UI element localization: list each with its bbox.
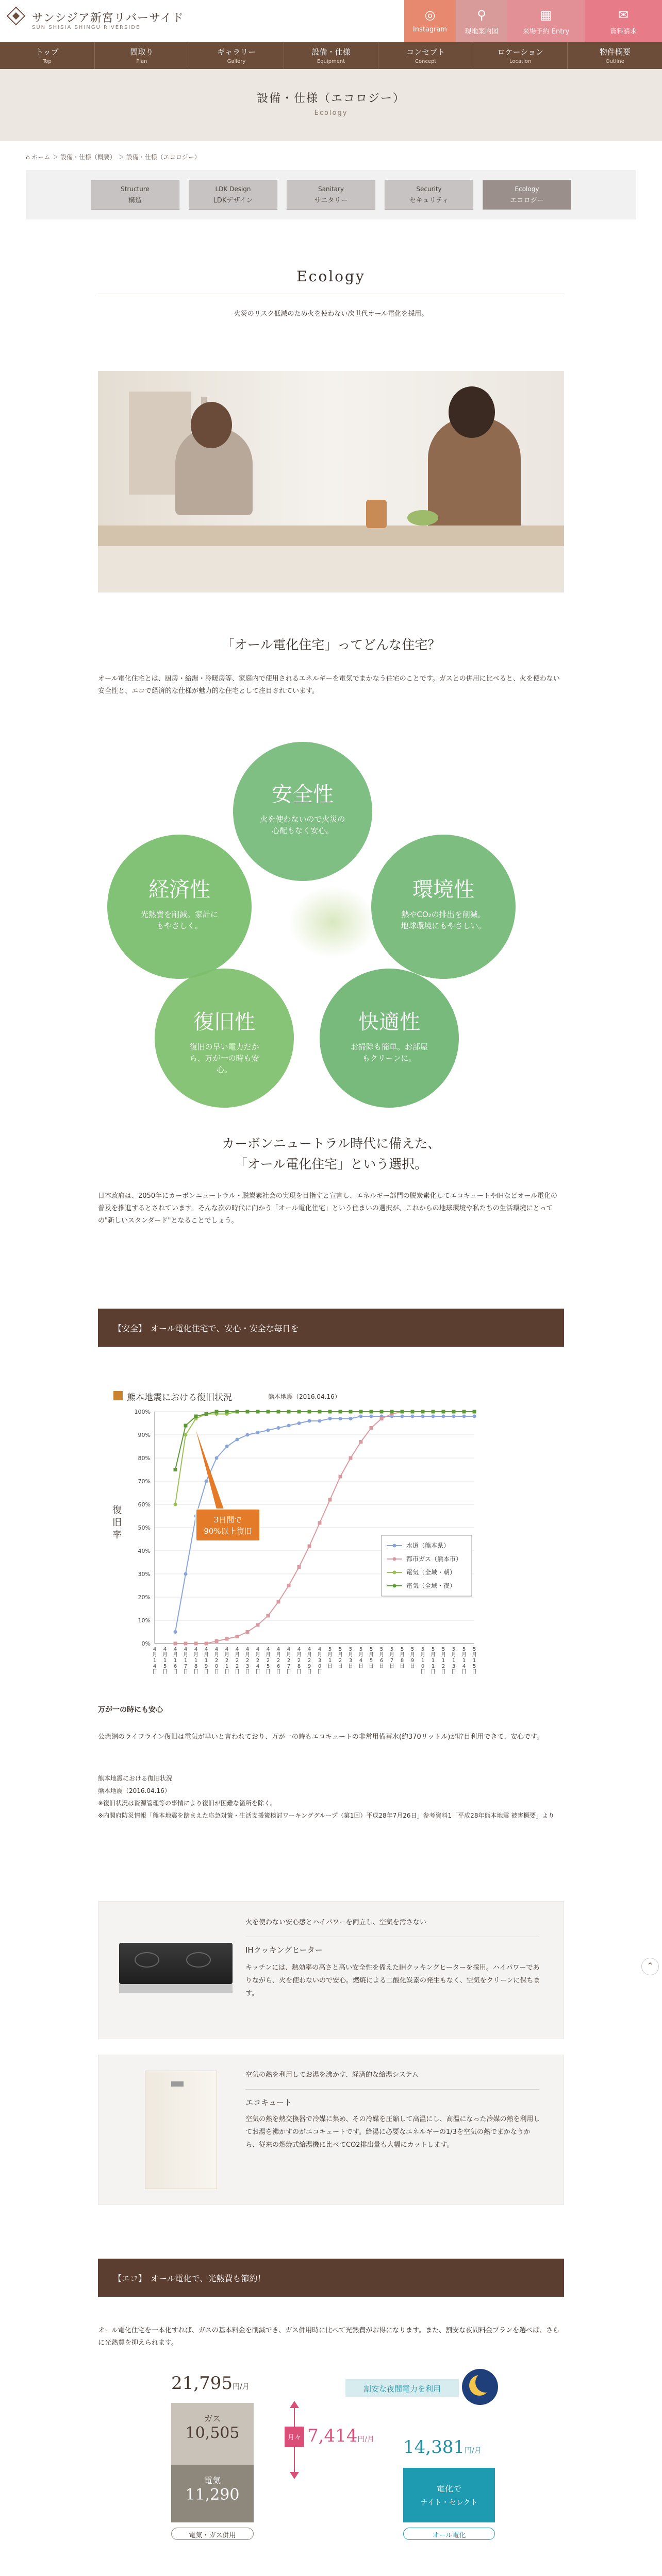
note-line: ※内閣府防災情報「熊本地震を踏まえた応急対策・生活支援策検討ワーキンググループ（第1回）平成28年7月26日」参考資料1「平成28年熊本地震 被害概要」より [98,1812,555,1819]
cost-comparison [98,2365,564,2576]
tab-en: Ecology [515,185,539,193]
y-tick-label: 70% [138,1478,151,1485]
data-point [370,1426,373,1430]
nav-label: トップ [36,47,59,57]
data-point [318,1521,322,1525]
benefit-safety [233,742,372,881]
nav-sublabel: Outline [605,59,624,64]
feature-divider [245,2089,539,2090]
x-tick-label: 4 月 2 6 日 [276,1647,281,1675]
carbon-text: 日本政府は、2050年にカーボンニュートラル・脱炭素社会の実現を目指すと宣言し、エネルギー部門の脱炭素化してエコキュートやIHなどオール電化の普及を推進するとされています。そんな次の時代に向かう「オール電化住宅」という住まいの選択が、これからの地球環境や私たちの生活環境にとっての"新しいスタンダード"となることでしょう。 [98,1192,558,1225]
data-point [339,1417,342,1420]
breadcrumb[interactable]: ⌂ ホーム ＞ 設備・仕様（概要） ＞ 設備・仕様（エコロジー） [26,154,201,161]
data-point [297,1565,301,1569]
logo-icon[interactable] [7,7,26,26]
moon-icon [462,2369,498,2405]
data-point [215,1456,219,1460]
x-tick-label: 5 月 1 0 日 [420,1647,425,1675]
x-tick-label: 5 月 9 日 [410,1647,415,1669]
nav-sublabel: Plan [136,59,147,64]
nav-concept[interactable] [378,42,473,69]
x-tick-label: 4 月 2 9 日 [307,1647,312,1675]
request-docs-button[interactable] [585,0,662,42]
calendar-icon: ▦ [540,8,552,22]
x-tick-label: 4 月 2 7 日 [286,1647,291,1675]
gas-value: 10,505 [185,2424,240,2442]
all-electric-heading: 「オール電化住宅」ってどんな住宅？ [221,637,441,652]
x-tick-label: 5 月 1 4 日 [461,1647,467,1675]
tab-jp: 構造 [128,197,142,205]
page-hero [0,69,662,141]
data-point [308,1545,311,1548]
data-point [308,1419,311,1423]
feature-body: 空気の熱を熱交換器で冷媒に集め、その冷媒を圧縮して高温にし、高温になった冷媒の熱を利用してお湯を沸かすのがエコキュートです。給湯に必要なエネルギーの1/3を空気の熱でまかなうから、従来の燃焼式給湯機に比べてCO2排出量も大幅にカットします。 [245,2115,540,2149]
data-point [205,1480,208,1483]
nav-label: 間取り [130,47,154,57]
benefit-title: 経済性 [148,878,210,902]
data-point [411,1415,415,1418]
y-tick-label: 90% [138,1432,151,1438]
unit: 円/月 [464,2447,482,2455]
data-point [349,1456,353,1460]
back-to-top-icon[interactable]: ⌃ [641,1958,659,1975]
nav-sublabel: Equipment [317,59,345,64]
x-tick-label: 5 月 3 日 [348,1647,353,1669]
x-tick-label: 4 月 2 1 日 [224,1647,229,1675]
data-point [256,1623,260,1627]
data-point [359,1410,363,1414]
y-tick-label: 10% [138,1617,151,1624]
data-point [246,1630,250,1634]
nav-sublabel: Location [509,59,532,64]
benefits-diagram [98,732,564,1123]
data-point [442,1415,445,1418]
note-line: 熊本地震（2016.04.16） [98,1787,171,1794]
data-point [236,1635,239,1638]
data-point [287,1584,291,1587]
tab-jp: セキュリティ [409,197,449,205]
y-tick-label: 20% [138,1594,151,1601]
benefit-title: 安全性 [272,783,334,806]
legend-label: 都市ガス（熊本市） [406,1555,462,1563]
data-point [308,1410,311,1414]
benefit-environment [371,835,516,979]
tab-jp: LDKデザイン [213,197,253,205]
map-icon: ⚲ [477,8,486,22]
feature-body: キッチンには、熱効率の高さと高い安全性を備えたIHクッキングヒーターを採用。ハイパワーでありながら、火を使わないので安心。燃焼による二酸化炭素の発生もなく、空気をクリーンに保ちます。 [245,1964,540,1997]
x-tick-label: 4 月 2 5 日 [266,1647,271,1675]
ecocute-photo [145,2071,217,2189]
global-nav [0,42,662,69]
data-point [267,1429,270,1432]
section-title: Ecology [296,268,366,285]
annotation-text: 90%以上復旧 [204,1527,252,1536]
x-tick-label: 5 月 4 日 [358,1647,363,1669]
data-point [359,1415,363,1418]
legend-label: 水道（熊本県） [406,1542,450,1549]
chart-notes [98,1772,564,1822]
gas-block [171,2403,254,2465]
y-tick-label: 100% [134,1409,151,1415]
section-lead: 火災のリスク低減のため火を使わない次世代オール電化を採用。 [234,310,428,318]
tab-ecology[interactable] [483,180,571,210]
x-tick-label: 5 月 1 1 日 [431,1647,436,1675]
all-electric-total [403,2437,482,2458]
tab-en: Structure [121,185,150,193]
x-tick-label: 5 月 1 5 日 [472,1647,477,1675]
x-tick-label: 4 月 2 0 日 [214,1647,219,1675]
nav-label: ロケーション [497,47,543,57]
data-point [184,1433,188,1437]
all-electric-total-value: 14,381 [403,2437,465,2458]
kitchen-family-photo [98,371,564,592]
x-tick-label: 4 月 3 0 日 [317,1647,322,1675]
gas-label: ガス [204,2414,221,2424]
tab-en: Sanitary [318,185,344,193]
y-tick-label: 80% [138,1455,151,1462]
note-line: 熊本地震における復旧状況 [98,1775,173,1782]
benefit-body: 復旧の早い電力だから、万が一の時も安心。 [189,1042,259,1074]
tab-jp: サニタリー [314,197,348,205]
x-tick-label: 4 月 1 9 日 [204,1647,209,1675]
data-point [174,1630,177,1634]
data-point [380,1410,384,1414]
series-line [175,1412,474,1470]
data-point [432,1415,435,1418]
legend-marker [393,1571,396,1574]
unit: 円/月 [357,2435,375,2444]
annotation-pointer [196,1430,224,1509]
y-tick-label: 0% [141,1640,151,1647]
data-point [328,1498,332,1502]
data-point [225,1637,229,1641]
x-tick-label: 4 月 2 2 日 [235,1647,240,1675]
x-tick-label: 5 月 1 日 [327,1647,333,1669]
feature-kicker: 火を使わない安心感とハイパワーを両立し、空気を汚さない [245,1919,426,1926]
safety-text: 公衆網のライフライン復旧は電気が早いと言われており、万が一の時もエコキュートの非常用備蓄水(約370リットル)が貯目利用できて、安心です。 [98,1733,543,1741]
y-tick-label: 40% [138,1548,151,1554]
tab-en: LDK Design [215,185,251,193]
data-point [473,1410,476,1414]
annotation-box [196,1509,260,1541]
data-point [318,1419,322,1423]
data-point [246,1410,250,1414]
feature-ih-cooking [98,1901,564,2039]
data-point [287,1424,291,1428]
nav-label: コンセプト [406,47,445,57]
data-point [225,1445,229,1448]
data-point [401,1415,404,1418]
all-electric-block [403,2468,495,2522]
benefit-title: 快適性 [358,1010,420,1034]
data-point [256,1410,260,1414]
all-electric-caption: オール電化 [403,2528,495,2540]
data-point [359,1440,363,1444]
data-point [297,1421,301,1425]
data-point [236,1410,239,1414]
data-point [421,1410,425,1414]
data-point [462,1410,466,1414]
all-electric-text: オール電化住宅とは、厨房・給湯・冷暖房等、家庭内で使用されるエネルギーを電気でまかなう住宅のことです。ガスとの併用に比べると、火を使わない安全性と、エコで経済的な仕様が魅力的な住宅として注目されています。 [98,675,560,695]
x-tick-label: 5 月 1 3 日 [451,1647,456,1675]
electric-label: 電気 [204,2476,221,2485]
logo-text[interactable]: サンシジア新宮リバーサイド [32,12,184,25]
data-point [215,1410,219,1414]
data-point [421,1415,425,1418]
data-point [452,1410,456,1414]
safety-banner: 【安全】 オール電化住宅で、安心・安全な毎日を [98,1309,564,1347]
y-tick-label: 60% [138,1501,151,1508]
data-point [205,1642,208,1646]
data-point [349,1417,353,1420]
electric-block [171,2465,254,2522]
tab-security[interactable] [385,180,473,210]
tab-structure[interactable] [91,180,179,210]
data-point [174,1642,177,1646]
data-point [277,1600,280,1604]
arrow-down-icon [290,2472,299,2479]
data-point [339,1475,342,1479]
eco-text: オール電化住宅を一本化すれば、ガスの基本料金を削減でき、ガス併用時に比べて光熱費がお得になります。また、割安な夜間料金プランを選べば、さらに光熱費を抑えられます。 [98,2327,560,2347]
benefit-body: 熱やCO₂の排出を削減。地球環境にもやさしい。 [401,910,486,930]
map-label: 現地案内図 [465,28,499,36]
data-point [267,1614,270,1618]
x-tick-label: 4 月 1 6 日 [173,1647,178,1675]
legend-label: 電気（全域・夜） [406,1582,456,1589]
x-tick-label: 4 月 1 8 日 [193,1647,198,1675]
request-docs-label: 資料請求 [609,28,637,36]
mail-icon: ✉ [618,8,629,22]
safety-heading: 万が一の時にも安心 [98,1706,163,1714]
saving-badge: 月々 [285,2427,304,2447]
data-point [194,1415,198,1418]
instagram-icon: ◎ [424,8,436,22]
feature-ecocute [98,2055,564,2205]
recovery-chart [98,1376,564,1695]
data-point [184,1572,188,1576]
nav-sublabel: Concept [415,59,437,64]
tab-sanitary[interactable] [287,180,375,210]
data-point [318,1410,322,1414]
benefit-comfort [320,969,459,1108]
data-point [380,1417,384,1420]
data-point [328,1417,332,1420]
tab-en: Security [416,185,442,193]
carbon-heading-2: 「オール電化住宅」という選択。 [234,1157,428,1172]
x-tick-label: 5 月 5 日 [369,1647,374,1669]
data-point [205,1412,208,1416]
x-tick-label: 5 月 2 日 [338,1647,343,1669]
legend-marker [393,1557,396,1561]
all-electric-block-label: 電化で [436,2484,461,2494]
nav-location[interactable] [473,42,568,69]
night-rate-label: 割安な夜間電力を利用 [345,2379,459,2397]
chart-plot [98,1376,564,1695]
chart-ylabel: 復旧率 [112,1505,122,1540]
x-tick-label: 5 月 7 日 [389,1647,394,1669]
logo-subtext: SUN SHISIA SHINGU RIVERSIDE [32,25,141,30]
data-point [174,1468,177,1471]
instagram-label: Instagram [412,26,448,33]
unit: 円/月 [232,2383,250,2391]
annotation-text: 3日間で [213,1515,242,1524]
data-point [246,1433,250,1437]
data-point [267,1410,270,1414]
saving-amount [307,2426,374,2446]
nav-label: 設備・仕様 [311,47,351,57]
data-point [411,1410,415,1414]
combined-caption: 電気・ガス併用 [171,2528,254,2540]
nav-sublabel: Gallery [227,59,246,64]
benefit-body: お掃除も簡単。お部屋もクリーンに。 [350,1042,428,1063]
data-point [256,1431,260,1434]
tab-ldk-design[interactable] [189,180,277,210]
y-tick-label: 50% [138,1524,151,1531]
page-title: 設備・仕様（エコロジー） [256,92,405,105]
chart-subtitle: 熊本地震（2016.04.16） [268,1393,341,1400]
data-point [236,1438,239,1442]
leaf-decoration [289,886,376,958]
data-point [401,1410,404,1414]
data-point [297,1410,301,1414]
benefit-economy [107,835,252,979]
carbon-heading-1: カーボンニュートラル時代に備えた、 [221,1136,441,1151]
x-tick-label: 4 月 2 3 日 [245,1647,250,1675]
nav-sublabel: Top [42,59,52,64]
tab-jp: エコロジー [510,197,544,205]
data-point [462,1415,466,1418]
data-point [442,1410,445,1414]
nav-plan[interactable] [94,42,189,69]
nav-label: ギャラリー [217,47,256,57]
data-point [184,1424,188,1428]
data-point [328,1410,332,1414]
night-select-label: ナイト・セレクト [420,2499,478,2507]
data-point [215,1639,219,1643]
data-point [432,1410,435,1414]
data-point [370,1410,373,1414]
map-button[interactable] [456,0,507,42]
legend-label: 電気（全域・朝） [406,1569,456,1576]
instagram-button[interactable] [404,0,456,42]
data-point [473,1415,476,1418]
data-point [277,1426,280,1430]
nav-top[interactable] [0,42,94,69]
x-tick-label: 4 月 1 4 日 [152,1647,157,1675]
x-tick-label: 4 月 1 7 日 [183,1647,188,1675]
saving-value: 7,414 [307,2426,358,2446]
data-point [194,1642,198,1646]
arrow-up-icon [290,2401,299,2408]
benefit-title: 環境性 [412,878,474,902]
note-line: ※復旧状況は資源管理等の事情により復旧が困難な箇所を除く。 [98,1800,276,1807]
feature-title: エコキュート [245,2098,292,2107]
feature-title: IHクッキングヒーター [245,1945,323,1955]
nav-equipment[interactable] [284,42,378,69]
data-point [370,1415,373,1418]
x-tick-label: 5 月 6 日 [379,1647,384,1669]
data-point [452,1415,456,1418]
equipment-tabbar [26,170,636,219]
benefit-body: 火を使わないので火災の心配もなく安心。 [260,815,345,835]
x-tick-label: 4 月 1 5 日 [162,1647,168,1675]
data-point [225,1410,229,1414]
ih-heater-photo [119,1943,233,1984]
data-point [287,1410,291,1414]
data-point [277,1410,280,1414]
benefit-body: 光熱費を削減。家計にもやさしく。 [140,910,218,930]
data-point [184,1642,188,1646]
eco-banner: 【エコ】 オール電化で、光熱費も節約！ [98,2259,564,2297]
electric-value: 11,290 [185,2486,240,2504]
combined-total [171,2373,250,2394]
data-point [339,1410,342,1414]
y-tick-label: 30% [138,1571,151,1578]
benefit-recovery [155,969,294,1108]
x-tick-label: 4 月 2 8 日 [296,1647,302,1675]
chart-title: 熊本地震における復旧状況 [127,1393,232,1403]
data-point [390,1410,394,1414]
data-point [349,1410,353,1414]
x-tick-label: 5 月 8 日 [400,1647,405,1669]
combined-total-value: 21,795 [171,2373,233,2394]
benefit-title: 復旧性 [193,1010,255,1034]
nav-label: 物件概要 [599,47,631,57]
reservation-label: 来場予約 Entry [522,28,570,36]
legend-marker [393,1544,396,1548]
x-tick-label: 5 月 1 2 日 [441,1647,446,1675]
nav-outline[interactable] [567,42,662,69]
site-header [0,0,662,42]
data-point [174,1503,177,1506]
x-tick-label: 4 月 2 4 日 [255,1647,260,1675]
legend-marker [393,1584,396,1588]
reservation-button[interactable] [507,0,585,42]
page-subtitle: Ecology [314,109,348,117]
nav-gallery[interactable] [189,42,284,69]
feature-kicker: 空気の熱を利用してお湯を沸かす、経済的な給湯システム [245,2071,419,2079]
